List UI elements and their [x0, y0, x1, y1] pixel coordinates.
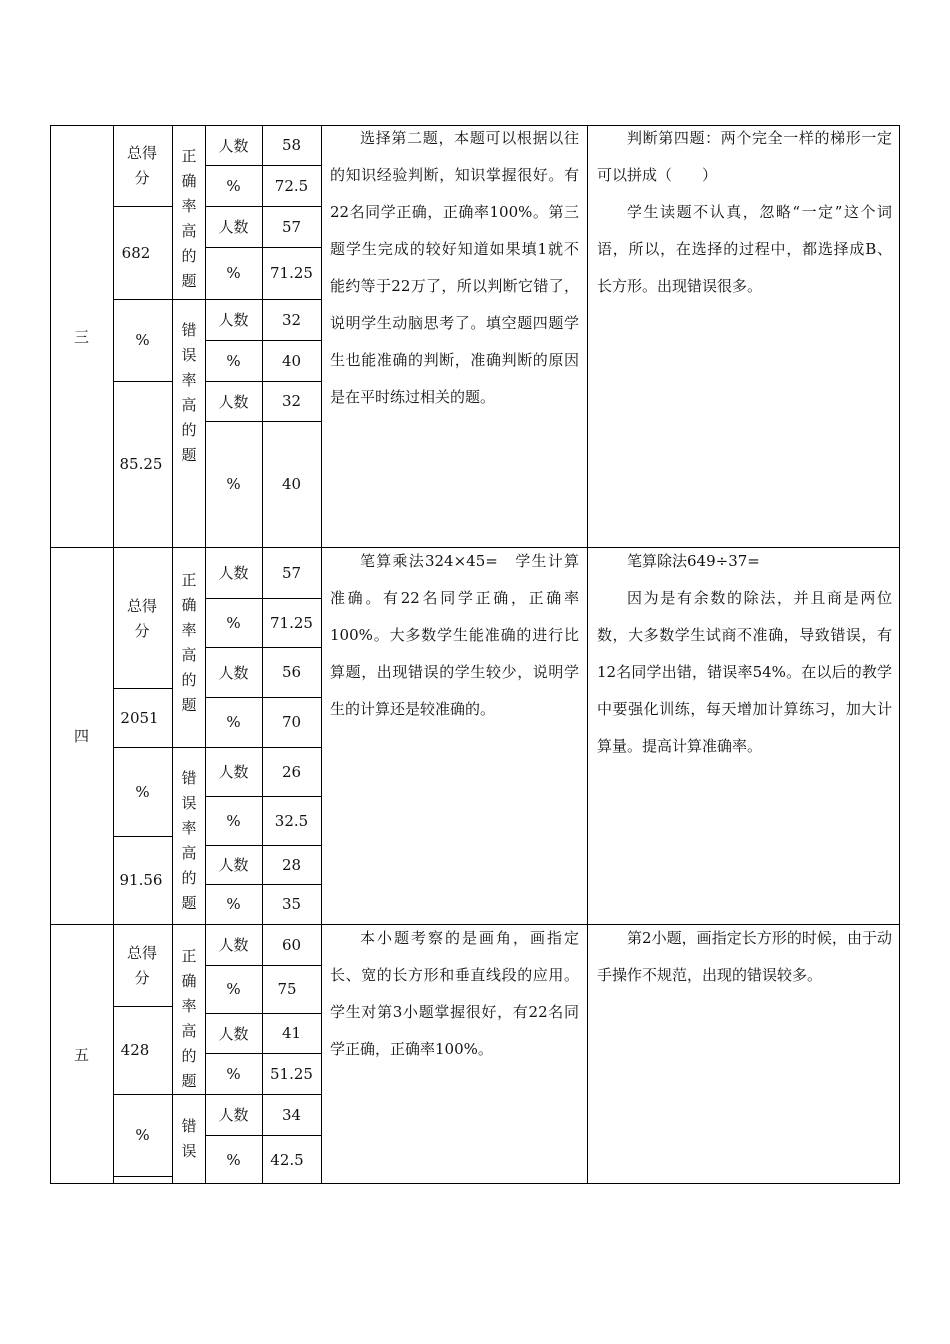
percent-value: 40: [281, 475, 302, 493]
percent-value: 71.25: [270, 613, 313, 632]
count-value: 41: [281, 1024, 302, 1042]
percent-value: 75: [277, 980, 297, 998]
count-label: 人数: [218, 136, 249, 155]
percent-label: %: [226, 1064, 241, 1083]
count-value: 58: [281, 136, 302, 154]
count-value: 32: [281, 392, 302, 410]
count-value: 60: [281, 935, 302, 954]
percent-label: %: [226, 895, 241, 913]
grid-line: [172, 299, 205, 300]
percent-label: %: [226, 613, 241, 632]
count-value: 28: [281, 855, 302, 874]
count-value: 57: [281, 217, 302, 236]
percent-value: 32.5: [274, 811, 309, 830]
analysis-strengths: [330, 543, 579, 728]
section-number: 五: [73, 1045, 89, 1064]
analysis-paragraph: 笔算乘法324×45= 学生计算准确。有22名同学正确，正确率100%。大多数学生能准确的进行比算题，出现错误的学生较少，说明学生的计算还是较准确的。: [330, 552, 579, 718]
grid-line: [113, 1176, 172, 1177]
section-number: 三: [73, 327, 89, 346]
total-score-label: 总得分: [126, 597, 157, 640]
count-label: 人数: [218, 856, 249, 874]
total-score-label: 总得分: [126, 144, 157, 187]
percent-label: %: [226, 176, 241, 195]
percent-label: %: [135, 331, 150, 349]
percent-value: 71.25: [270, 264, 313, 282]
error-high-label: 错误率高的题: [181, 321, 197, 464]
total-score-label: 总得分: [126, 944, 157, 987]
analysis-paragraph: 因为是有余数的除法，并且商是两位数，大多数学生试商不准确，导致错误，有12名同学出错，错误率54%。在以后的教学中要强化训练，每天增加计算练习，加大计算量。提高计算准确率。: [597, 589, 892, 755]
analysis-weaknesses: [597, 920, 892, 994]
count-value: 32: [281, 310, 302, 329]
grid-line: [172, 1094, 205, 1095]
percent-label: %: [226, 713, 241, 731]
percent-value: 42.5: [270, 1150, 304, 1169]
analysis-paragraph: 本小题考察的是画角，画指定长、宽的长方形和垂直线段的应用。学生对第3小题掌握很好，有22名同学正确，正确率100%。: [330, 929, 579, 1058]
grid-line: [321, 125, 322, 1184]
correct-high-label: 正确率高的题: [181, 571, 197, 714]
percent-label: %: [226, 264, 241, 282]
analysis-weaknesses: [597, 120, 892, 305]
count-value: 57: [281, 563, 302, 582]
correct-high-label: 正确率高的题: [181, 147, 197, 290]
total-score-value: 2051: [120, 708, 159, 727]
error-high-label: 错误率高的题: [181, 769, 197, 912]
analysis-paragraph: 笔算除法649÷37=: [627, 552, 760, 570]
analysis-paragraph: 第2小题，画指定长方形的时候，由于动手操作不规范，出现的错误较多。: [597, 929, 892, 984]
count-label: 人数: [218, 1106, 249, 1124]
analysis-weaknesses: [597, 543, 892, 765]
percent-label: %: [135, 1126, 150, 1144]
count-value: 26: [281, 762, 302, 781]
section-number: 四: [73, 727, 89, 745]
analysis-paragraph: 选择第二题，本题可以根据以往的知识经验判断，知识掌握很好。有22名同学正确，正确率100%。第三题学生完成的较好知道如果填1就不能约等于22万了，所以判断它错了，说明学生动脑思考了。填空题四题学生也能准确的判断，准确判断的原因是在平时练过相关的题。: [330, 129, 579, 406]
correct-high-label: 正确率高的题: [181, 947, 197, 1090]
percent-label: %: [135, 782, 150, 801]
count-label: 人数: [218, 1024, 249, 1043]
percent-label: %: [226, 980, 241, 998]
total-score-value: 682: [121, 243, 151, 262]
count-label: 人数: [218, 564, 249, 582]
count-label: 人数: [218, 763, 249, 781]
analysis-strengths: [330, 120, 579, 416]
percent-label: %: [226, 475, 241, 493]
error-label: 错误: [181, 1117, 197, 1160]
rate-value: 91.56: [119, 871, 163, 889]
percent-value: 70: [281, 713, 302, 731]
percent-label: %: [226, 811, 241, 830]
percent-value: 35: [281, 895, 302, 913]
analysis-paragraph: 学生读题不认真，忽略“一定”这个词语，所以，在选择的过程中，都选择成B、长方形。出现错误很多。: [597, 203, 892, 295]
percent-label: %: [226, 1150, 241, 1169]
count-label: 人数: [218, 392, 249, 411]
rate-value: 85.25: [119, 455, 163, 473]
total-score-value: 428: [120, 1041, 150, 1059]
count-value: 56: [281, 663, 302, 681]
count-label: 人数: [218, 218, 249, 236]
percent-value: 72.5: [274, 176, 309, 195]
count-value: 34: [281, 1105, 302, 1124]
grid-line: [172, 125, 173, 1184]
percent-value: 40: [281, 351, 302, 370]
grid-line: [172, 747, 205, 748]
analysis-paragraph: 判断第四题：两个完全一样的梯形一定可以拼成（ ）: [597, 129, 892, 184]
percent-value: 51.25: [270, 1064, 313, 1083]
count-label: 人数: [218, 311, 249, 329]
grid-line: [587, 125, 588, 1184]
analysis-strengths: [330, 920, 579, 1068]
percent-label: %: [226, 351, 241, 370]
count-label: 人数: [218, 936, 249, 954]
count-label: 人数: [218, 663, 249, 682]
